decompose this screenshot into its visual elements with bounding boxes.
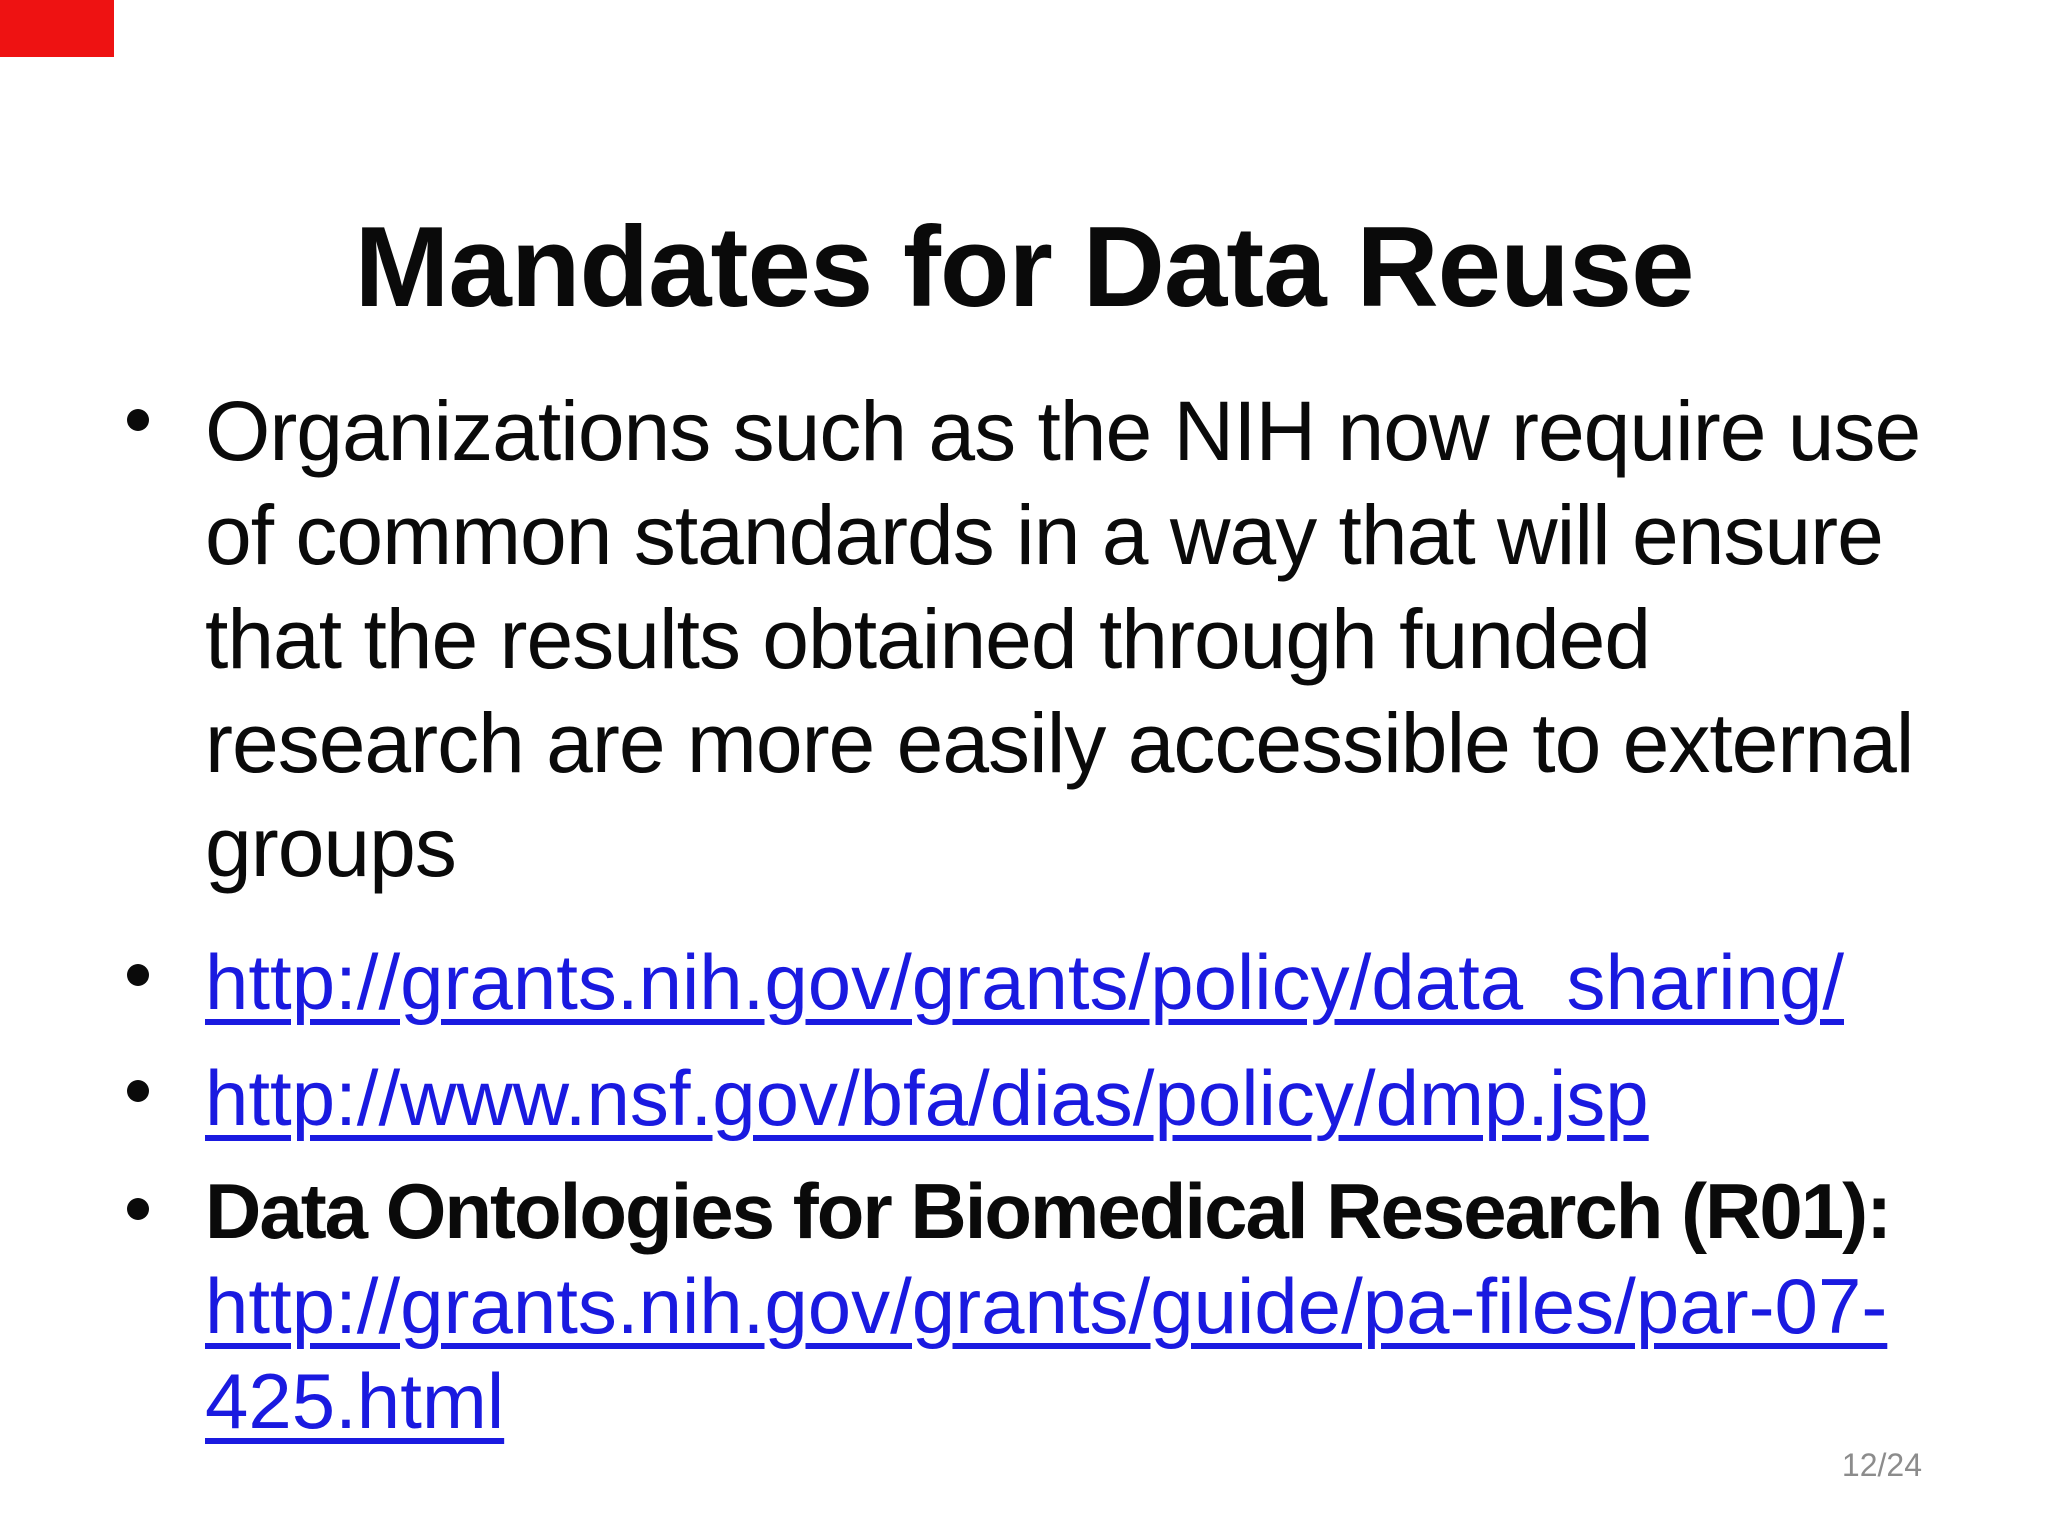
slide-title: Mandates for Data Reuse [354,204,1694,332]
par-07-425-link-line2[interactable]: 425.html [205,1357,505,1445]
bullet-item-organizations [127,379,1920,899]
ontologies-label: Data Ontologies for Biomedical Research (R01): [205,1167,1891,1255]
paragraph-line: groups [205,800,456,894]
paragraph-line: that the results obtained through funded [205,592,1651,686]
nsf-dmp-link[interactable]: http://www.nsf.gov/bfa/dias/policy/dmp.jsp [205,1054,1649,1142]
page-indicator: 12/24 [1841,1447,1922,1483]
paragraph-line: research are more easily accessible to external [205,696,1914,790]
paragraph-text [205,379,1920,899]
bullet-icon [127,409,149,431]
bullet-item-ontologies [127,1164,1890,1449]
paragraph-line: of common standards in a way that will ensure [205,488,1883,582]
bullet-icon [127,964,149,986]
bullet-item-nih-link [127,935,1844,1030]
nih-data-sharing-link[interactable]: http://grants.nih.gov/grants/policy/data_sharing/ [205,938,1844,1026]
bullet-icon [127,1080,149,1102]
bullet-icon [127,1198,149,1220]
par-07-425-link-line1[interactable]: http://grants.nih.gov/grants/guide/pa-files/par-07- [205,1262,1888,1350]
bullet-item-nsf-link [127,1051,1649,1146]
red-marker [0,0,114,57]
paragraph-line: Organizations such as the NIH now require use [205,384,1921,478]
